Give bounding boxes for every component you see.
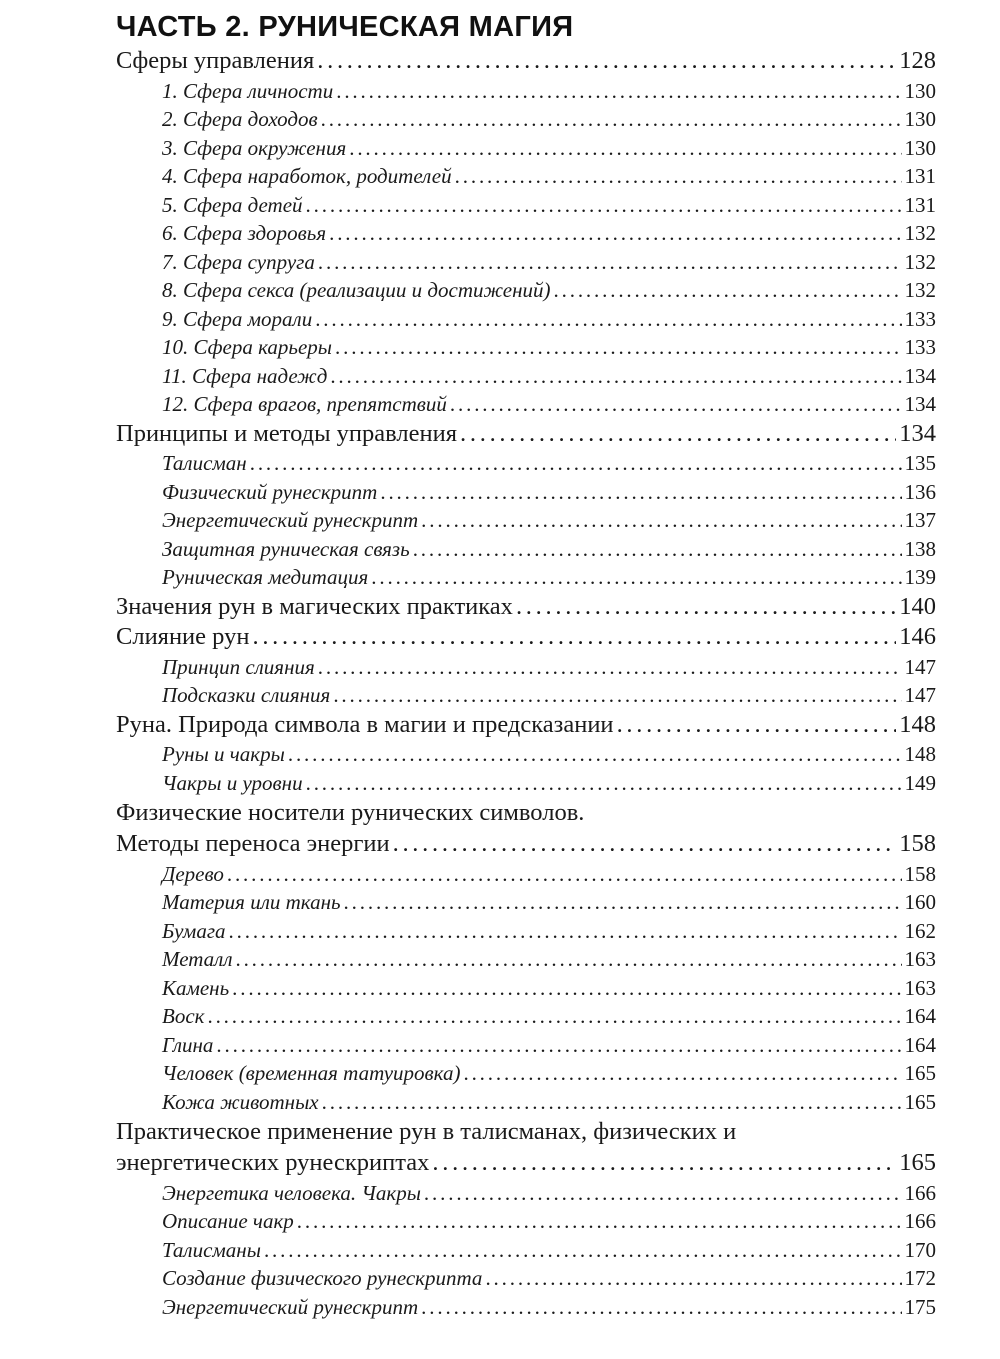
toc-entry[interactable] xyxy=(116,829,936,860)
table-of-contents xyxy=(116,46,936,1321)
leader-dots xyxy=(421,506,901,535)
leader-dots xyxy=(288,740,902,769)
toc-entry-title: Металл xyxy=(162,947,233,971)
toc-entry-page: 128 xyxy=(899,47,936,74)
toc-entry-title: Принципы и методы управления xyxy=(116,419,458,447)
toc-entry[interactable] xyxy=(116,592,936,623)
toc-entry-title: Сферы управления xyxy=(116,47,315,74)
toc-entry-page: 170 xyxy=(904,1237,936,1262)
toc-subentry[interactable] xyxy=(116,1207,936,1236)
leader-dots xyxy=(306,191,902,220)
toc-entry-title: 10. Сфера карьеры xyxy=(162,335,333,359)
leader-dots xyxy=(617,710,897,741)
leader-dots xyxy=(349,134,901,163)
leader-dots xyxy=(216,1031,901,1060)
toc-entry-title: Талисманы xyxy=(162,1237,261,1262)
toc-subentry[interactable] xyxy=(116,333,936,362)
toc-subentry[interactable] xyxy=(116,1179,936,1208)
leader-dots xyxy=(227,860,902,889)
toc-entry-page: 131 xyxy=(904,164,936,188)
toc-entry-title: Материя или ткань xyxy=(162,890,341,914)
toc-entry-page: 175 xyxy=(904,1294,936,1319)
toc-entry-page: 164 xyxy=(904,1032,936,1057)
toc-entry-title: Создание физического рунескрипта xyxy=(162,1266,483,1290)
toc-entry-title: Защитная руническая связь xyxy=(162,536,410,561)
leader-dots xyxy=(485,1264,901,1293)
leader-dots xyxy=(371,563,901,592)
toc-entry-title: Физический рунескрипт xyxy=(162,479,378,504)
leader-dots xyxy=(432,1148,896,1179)
leader-dots xyxy=(306,769,902,798)
leader-dots xyxy=(455,162,902,191)
toc-subentry[interactable] xyxy=(116,535,936,564)
toc-entry[interactable] xyxy=(116,710,936,741)
leader-dots xyxy=(318,653,902,682)
leader-dots xyxy=(413,535,902,564)
toc-subentry[interactable] xyxy=(116,1031,936,1060)
toc-entry-page: 136 xyxy=(904,479,936,504)
toc-entry-title: 9. Сфера морали xyxy=(162,306,313,331)
leader-dots xyxy=(554,276,902,305)
leader-dots xyxy=(330,362,901,391)
toc-entry-page: 147 xyxy=(904,654,936,679)
toc-subentry[interactable] xyxy=(116,478,936,507)
toc-entry-title: Воск xyxy=(162,1004,205,1028)
toc-subentry[interactable] xyxy=(116,506,936,535)
toc-entry-title: 8. Сфера секса (реализации и достижений) xyxy=(162,278,551,302)
toc-subentry[interactable] xyxy=(116,134,936,163)
toc-entry-page: 130 xyxy=(904,78,936,103)
leader-dots xyxy=(460,419,896,450)
toc-entry-page: 165 xyxy=(899,1149,936,1176)
leader-dots xyxy=(315,305,901,334)
toc-entry-page: 166 xyxy=(904,1209,936,1233)
toc-entry-title: 2. Сфера доходов xyxy=(162,107,318,131)
toc-subentry[interactable] xyxy=(116,362,936,391)
toc-entry-page: 163 xyxy=(904,975,936,1000)
toc-entry-page: 148 xyxy=(899,710,936,738)
toc-entry-page: 172 xyxy=(904,1266,936,1290)
toc-entry-title: 3. Сфера окружения xyxy=(162,135,347,160)
toc-entry-title: Энергетика человека. Чакры xyxy=(162,1180,421,1205)
leader-dots xyxy=(322,1088,902,1117)
toc-subentry[interactable] xyxy=(116,1264,936,1293)
leader-dots xyxy=(463,1059,901,1088)
toc-entry[interactable] xyxy=(116,622,936,653)
toc-entry[interactable] xyxy=(116,419,936,450)
toc-subentry[interactable] xyxy=(116,105,936,134)
toc-entry-title: Слияние рун xyxy=(116,623,250,650)
toc-entry-page: 134 xyxy=(904,363,936,388)
toc-subentry[interactable] xyxy=(116,888,936,917)
toc-subentry[interactable] xyxy=(116,860,936,889)
leader-dots xyxy=(264,1236,902,1265)
toc-subentry[interactable] xyxy=(116,917,936,946)
toc-entry-title: 1. Сфера личности xyxy=(162,78,334,103)
toc-entry-title: Камень xyxy=(162,975,230,1000)
toc-entry-page: 132 xyxy=(904,221,936,245)
leader-dots xyxy=(333,681,901,710)
leader-dots xyxy=(250,449,902,478)
toc-subentry[interactable] xyxy=(116,1059,936,1088)
toc-entry-page: 158 xyxy=(899,830,936,857)
toc-entry-title: Руна. Природа символа в магии и предсказании xyxy=(116,710,614,738)
toc-subentry[interactable] xyxy=(116,276,936,305)
leader-dots xyxy=(344,888,902,917)
toc-entry-page: 130 xyxy=(904,135,936,160)
toc-entry-title: Принцип слияния xyxy=(162,654,315,679)
toc-entry-page: 140 xyxy=(899,592,936,620)
toc-entry-title: Человек (временная татуировка) xyxy=(162,1061,461,1085)
toc-subentry[interactable] xyxy=(116,390,936,419)
toc-entry-page: 137 xyxy=(904,508,936,532)
toc-entry-page: 134 xyxy=(899,419,936,447)
leader-dots xyxy=(232,974,901,1003)
leader-dots xyxy=(252,622,896,653)
toc-entry-page: 162 xyxy=(904,918,936,943)
toc-entry-title: Дерево xyxy=(162,861,224,886)
toc-entry-title: Методы переноса энергии xyxy=(116,830,390,857)
leader-dots xyxy=(329,219,901,248)
toc-entry[interactable] xyxy=(116,1148,936,1179)
toc-subentry[interactable] xyxy=(116,681,936,710)
toc-subentry[interactable] xyxy=(116,248,936,277)
toc-entry-title: Бумага xyxy=(162,918,226,943)
toc-subentry[interactable] xyxy=(116,740,936,769)
toc-subentry[interactable] xyxy=(116,1088,936,1117)
leader-dots xyxy=(393,829,897,860)
toc-entry-page: 133 xyxy=(904,306,936,331)
toc-subentry[interactable] xyxy=(116,1293,936,1322)
toc-subentry[interactable] xyxy=(116,974,936,1003)
leader-dots xyxy=(317,46,896,77)
leader-dots xyxy=(321,105,902,134)
toc-entry-title: Энергетический рунескрипт xyxy=(162,1294,419,1319)
toc-entry-page: 158 xyxy=(904,861,936,886)
toc-entry-page: 135 xyxy=(904,451,936,475)
toc-subentry[interactable] xyxy=(116,162,936,191)
toc-subentry[interactable] xyxy=(116,449,936,478)
toc-entry-title: Чакры и уровни xyxy=(162,770,303,795)
toc-entry-title: Значения рун в магических практиках xyxy=(116,592,513,620)
toc-entry-title: Подсказки слияния xyxy=(162,683,331,707)
toc-entry-page: 132 xyxy=(904,278,936,302)
toc-entry-page: 149 xyxy=(904,770,936,795)
toc-entry-title: 4. Сфера наработок, родителей xyxy=(162,164,452,188)
toc-entry-title: энергетических рунескриптах xyxy=(116,1149,430,1176)
toc-entry-page: 131 xyxy=(904,192,936,217)
toc-entry-title: 11. Сфера надежд xyxy=(162,363,328,388)
toc-entry[interactable] xyxy=(116,46,936,77)
toc-entry-title: Талисман xyxy=(162,451,247,475)
toc-entry-title: Руны и чакры xyxy=(162,742,285,766)
toc-subentry[interactable] xyxy=(116,945,936,974)
toc-entry-title: 12. Сфера врагов, препятствий xyxy=(162,392,447,416)
leader-dots xyxy=(424,1179,902,1208)
toc-entry-page: 160 xyxy=(904,890,936,914)
leader-dots xyxy=(450,390,902,419)
toc-entry-page: 139 xyxy=(904,565,936,589)
toc-subentry[interactable] xyxy=(116,563,936,592)
toc-entry-title: Описание чакр xyxy=(162,1209,294,1233)
toc-subentry[interactable] xyxy=(116,653,936,682)
toc-entry-page: 147 xyxy=(904,683,936,707)
toc-subentry[interactable] xyxy=(116,305,936,334)
toc-entry-page: 134 xyxy=(904,392,936,416)
toc-entry-title: 7. Сфера супруга xyxy=(162,249,315,274)
leader-dots xyxy=(318,248,902,277)
toc-entry-page: 163 xyxy=(904,947,936,971)
toc-subentry[interactable] xyxy=(116,1236,936,1265)
toc-entry-page: 130 xyxy=(904,107,936,131)
leader-dots xyxy=(297,1207,902,1236)
toc-entry-page: 165 xyxy=(904,1061,936,1085)
toc-subentry[interactable] xyxy=(116,769,936,798)
toc-entry-title: Глина xyxy=(162,1032,214,1057)
toc-entry-page: 138 xyxy=(904,536,936,561)
toc-entry-title: Руническая медитация xyxy=(162,565,369,589)
toc-entry-title: Физические носители рунических символов. xyxy=(116,799,585,826)
leader-dots xyxy=(335,333,901,362)
leader-dots xyxy=(336,77,901,106)
leader-dots xyxy=(516,592,896,623)
toc-entry[interactable] xyxy=(116,797,936,829)
toc-entry-page: 148 xyxy=(904,742,936,766)
toc-entry[interactable] xyxy=(116,1116,936,1148)
toc-subentry[interactable] xyxy=(116,191,936,220)
toc-entry-page: 132 xyxy=(904,249,936,274)
toc-subentry[interactable] xyxy=(116,219,936,248)
toc-subentry[interactable] xyxy=(116,77,936,106)
toc-entry-page: 133 xyxy=(904,335,936,359)
toc-entry-title: 6. Сфера здоровья xyxy=(162,221,327,245)
toc-entry-page: 165 xyxy=(904,1089,936,1114)
toc-entry-title: Энергетический рунескрипт xyxy=(162,508,419,532)
leader-dots xyxy=(421,1293,901,1322)
part-title: ЧАСТЬ 2. РУНИЧЕСКАЯ МАГИЯ xyxy=(116,11,574,43)
toc-entry-page: 146 xyxy=(899,623,936,650)
toc-entry-page: 164 xyxy=(904,1004,936,1028)
leader-dots xyxy=(229,917,902,946)
toc-entry-title: Кожа животных xyxy=(162,1089,319,1114)
leader-dots xyxy=(380,478,901,507)
toc-entry-title: Практическое применение рун в талисманах, физических и xyxy=(116,1118,737,1145)
leader-dots xyxy=(207,1002,901,1031)
toc-subentry[interactable] xyxy=(116,1002,936,1031)
leader-dots xyxy=(235,945,901,974)
toc-entry-page: 166 xyxy=(904,1180,936,1205)
toc-entry-title: 5. Сфера детей xyxy=(162,192,303,217)
